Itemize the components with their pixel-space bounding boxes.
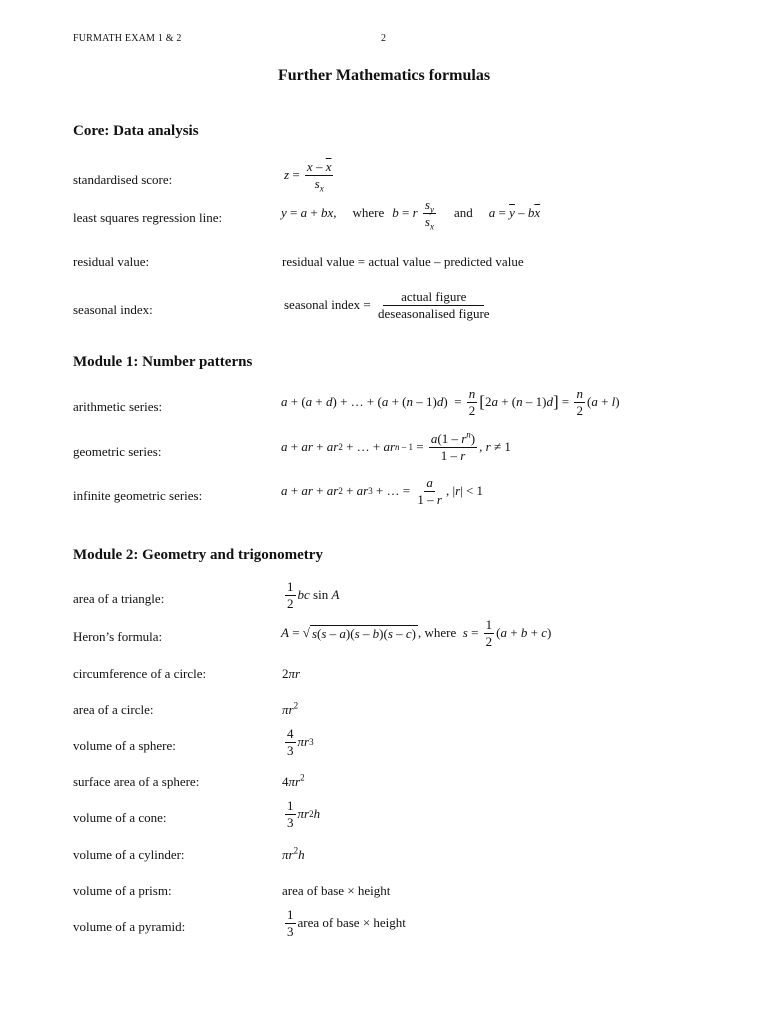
formula-volume-cylinder: $\pi r^2h$ [282, 845, 305, 862]
label-area-circle: area of a circle: [73, 702, 154, 717]
page-number: 2 [381, 33, 387, 44]
formula-arithmetic-series: a + ( a + d ) + … + ( a + ( n – 1) d ) = $\frac{n}{2}$ [ 2 a + ( n – 1) d ] = $\frac{n}{2}$ ( a + l ) [281, 386, 620, 418]
regression-where-text: where [352, 205, 385, 221]
label-infinite-geometric-series: infinite geometric series: [73, 488, 203, 503]
page-title: Further Mathematics formulas [277, 67, 491, 84]
formula-volume-pyramid: $\frac{1}{3}$ area of base × height [287, 907, 406, 939]
label-volume-cone: volume of a cone: [73, 810, 167, 825]
formula-seasonal-index: seasonal index = $\frac{\text{actual figure}}{\text{deseasonalised figure}}$ [284, 289, 490, 321]
running-header: FURMATH EXAM 1 & 2 [73, 33, 182, 44]
label-area-triangle: area of a triangle: [73, 591, 165, 606]
heron-where-text: where [424, 625, 457, 641]
formula-area-triangle: $\frac{1}{2}$ bc sin A [287, 579, 340, 611]
label-seasonal-index: seasonal index: [73, 302, 153, 317]
formula-volume-cone: $\frac{1}{3}$ πr 2 h [287, 798, 321, 830]
formula-volume-sphere: $\frac{4}{3}$ πr 3 [287, 726, 314, 758]
formula-infinite-geometric-series: a + ar + ar 2 + ar 3 + … = $\frac{a}{1 - r}$ , | r | < 1 [281, 475, 484, 507]
section-heading-module2: Module 2: Geometry and trigonometry [73, 547, 323, 563]
label-volume-sphere: volume of a sphere: [73, 738, 176, 753]
label-standardised-score: standardised score: [73, 172, 173, 187]
label-regression-line: least squares regression line: [73, 210, 223, 225]
formula-area-circle: $\pi r^2$ [282, 700, 299, 717]
label-arithmetic-series: arithmetic series: [73, 399, 163, 414]
label-volume-prism: volume of a prism: [73, 883, 172, 898]
formula-geometric-series: a + ar + ar 2 + … + ar n – 1 = $\frac{a(1 - r^n)}{1 - r}$ , r ≠ 1 [281, 429, 511, 463]
label-herons-formula: Heron’s formula: [73, 629, 163, 644]
label-geometric-series: geometric series: [73, 444, 162, 459]
label-residual-value: residual value: [73, 254, 150, 269]
formula-standardised-score: z = $\frac{x - \overline{x}}{s_x}$ [284, 159, 332, 194]
section-heading-module1: Module 1: Number patterns [73, 354, 253, 370]
section-heading-core: Core: Data analysis [73, 123, 199, 139]
regression-and-text: and [453, 205, 473, 221]
formula-regression-line: y = a + bx , where b = r $\frac{s_y}{s_x}$ and a = $\overline{y}$ – b $\overline{x}$ [281, 197, 541, 232]
formula-herons-formula: A = √ s(s – a)(s – b)(s – c) , where s = $\frac{1}{2}$ ( a + b + c ) [281, 617, 552, 649]
formula-surface-area-sphere: $4\pi r^2$ [282, 772, 305, 789]
label-volume-cylinder: volume of a cylinder: [73, 847, 185, 862]
formula-residual-value: residual value = actual value – predicted value [282, 254, 524, 269]
label-volume-pyramid: volume of a pyramid: [73, 919, 186, 934]
label-surface-area-sphere: surface area of a sphere: [73, 774, 200, 789]
formula-volume-prism: area of base × height [282, 883, 391, 898]
formula-circumference-circle: 2πr [282, 666, 301, 681]
label-circumference-circle: circumference of a circle: [73, 666, 207, 681]
